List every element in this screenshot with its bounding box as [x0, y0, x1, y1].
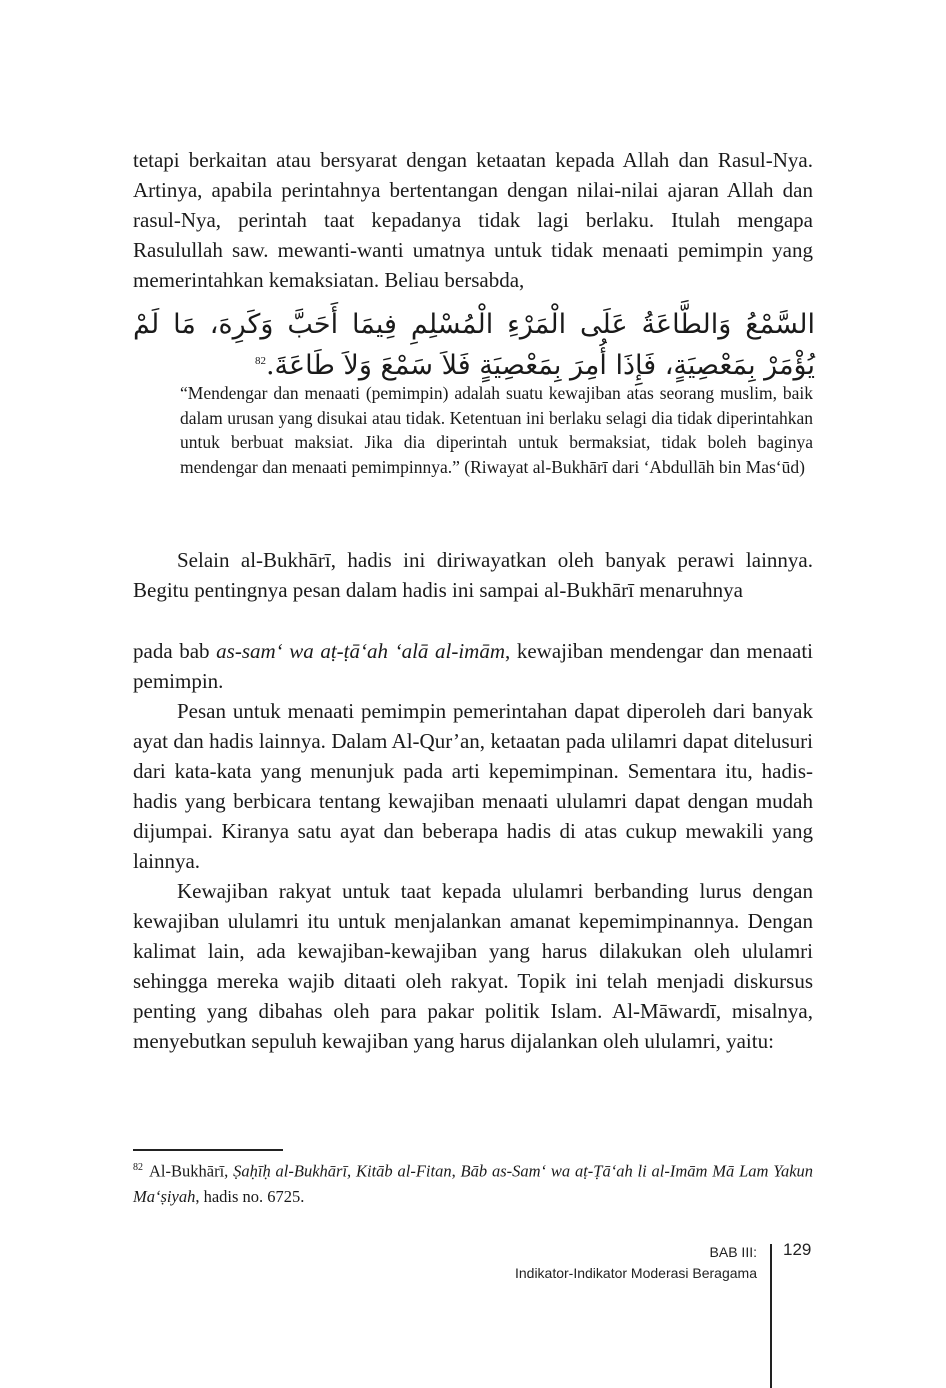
- footnote-chapter: Bāb as-Sam‘ wa aṭ-Ṭā‘ah li al-Imām Mā Lam Yakun Ma‘ṣiyah: [133, 1161, 814, 1206]
- footnote-ref[interactable]: 82: [254, 355, 266, 367]
- chapter-title: Indikator-Indikator Moderasi Beragama: [514, 1265, 757, 1281]
- italic-term: as-sam‘ wa aṭ-ṭā‘ah ‘alā al-imām: [216, 639, 506, 663]
- body-paragraph-2: [133, 545, 813, 605]
- body-paragraph-5: Kewajiban rakyat untuk taat kepada ululamri berbanding lurus dengan kewajiban ululamri itu untuk menjalankan amanat kepemimpinannya. Dengan kalimat lain, ada kewajiban-kewajiban yang harus dilakukan oleh ululamri sehingga mereka wajib ditaati oleh rakyat. Topik ini telah menjadi diskursus penting yang dibahas oleh para pakar politik Islam. Al-Māwardī, misalnya, menyebutkan sepuluh kewajiban yang harus dijalankan oleh ululamri, yaitu:: [133, 879, 813, 1053]
- body-paragraph-1: [133, 145, 813, 295]
- paragraph-text: Selain al-Bukhārī, hadis ini diriwayatkan oleh banyak perawi lainnya. Begitu pentingnya pesan dalam hadis ini sampai al-Bukhārī menaruhnya: [133, 548, 813, 602]
- footnote-divider: [133, 1149, 283, 1151]
- body-paragraph-3: [133, 636, 813, 1056]
- footnote: [133, 1155, 813, 1209]
- text: pada bab: [133, 639, 217, 663]
- translation-quote: “Mendengar dan menaati (pemimpin) adalah suatu kewajiban atas seorang muslim, baik dalam urusan yang disukai atau tidak. Ketentuan ini berlaku selagi dia tidak diperintahkan untuk berbuat maksiat. Jika dia diperintah untuk bermaksiat, tidak boleh baginya mendengar dan menaati pemimpinnya.” (Riwayat al-Bukhārī dari ‘Abdullāh bin Mas‘ūd): [180, 383, 813, 477]
- page-number: 129: [783, 1240, 812, 1259]
- footer-divider: [770, 1244, 772, 1388]
- arabic-text: السَّمْعُ وَالطَّاعَةُ عَلَى الْمَرْءِ الْمُسْلِمِ فِيمَا أَحَبَّ وَكَرِهَ، مَا لَمْ يُؤْمَرْ بِمَعْصِيَةٍ، فَإِذَا أُمِرَ بِمَعْصِيَةٍ فَلاَ سَمْعَ وَلاَ طَاعَةَ.: [133, 309, 815, 381]
- footnote-number: 82: [133, 1162, 143, 1173]
- arabic-hadith: [133, 307, 815, 384]
- chapter-label: BAB III:: [709, 1244, 757, 1260]
- footnote-author: Al-Bukhārī,: [149, 1161, 234, 1181]
- running-footer: [515, 1242, 757, 1284]
- footnote-hadith-no: , hadis no. 6725.: [195, 1186, 305, 1206]
- footnote-title: Ṣaḥīḥ al-Bukhārī, Kitāb al-Fitan: [233, 1161, 452, 1181]
- paragraph-text: tetapi berkaitan atau bersyarat dengan ketaatan kepada Allah dan Rasul-Nya. Artinya, apabila perintahnya bertentangan dengan nilai-nilai ajaran Allah dan rasul-Nya, perintah taat kepadanya tidak lagi berlaku. Itulah mengapa Rasulullah saw. mewanti-wanti umatnya untuk tidak menaati pemimpin yang memerintahkan kemaksiatan. Beliau bersabda,: [133, 148, 813, 292]
- separator: ,: [451, 1161, 461, 1181]
- body-paragraph-4: Pesan untuk menaati pemimpin pemerintahan dapat diperoleh dari banyak ayat dan hadis lainnya. Dalam Al-Qur’an, ketaatan pada ulilamri dapat ditelusuri dari kata-kata yang menunjuk pada arti kepemimpinan. Sementara itu, hadis-hadis yang berbicara tentang kewajiban menaati ululamri dapat dengan mudah dijumpai. Kiranya satu ayat dan beberapa hadis di atas cukup mewakili yang lainnya.: [133, 699, 813, 873]
- text: , kewajiban mendengar dan menaati pemimpin.: [133, 639, 814, 693]
